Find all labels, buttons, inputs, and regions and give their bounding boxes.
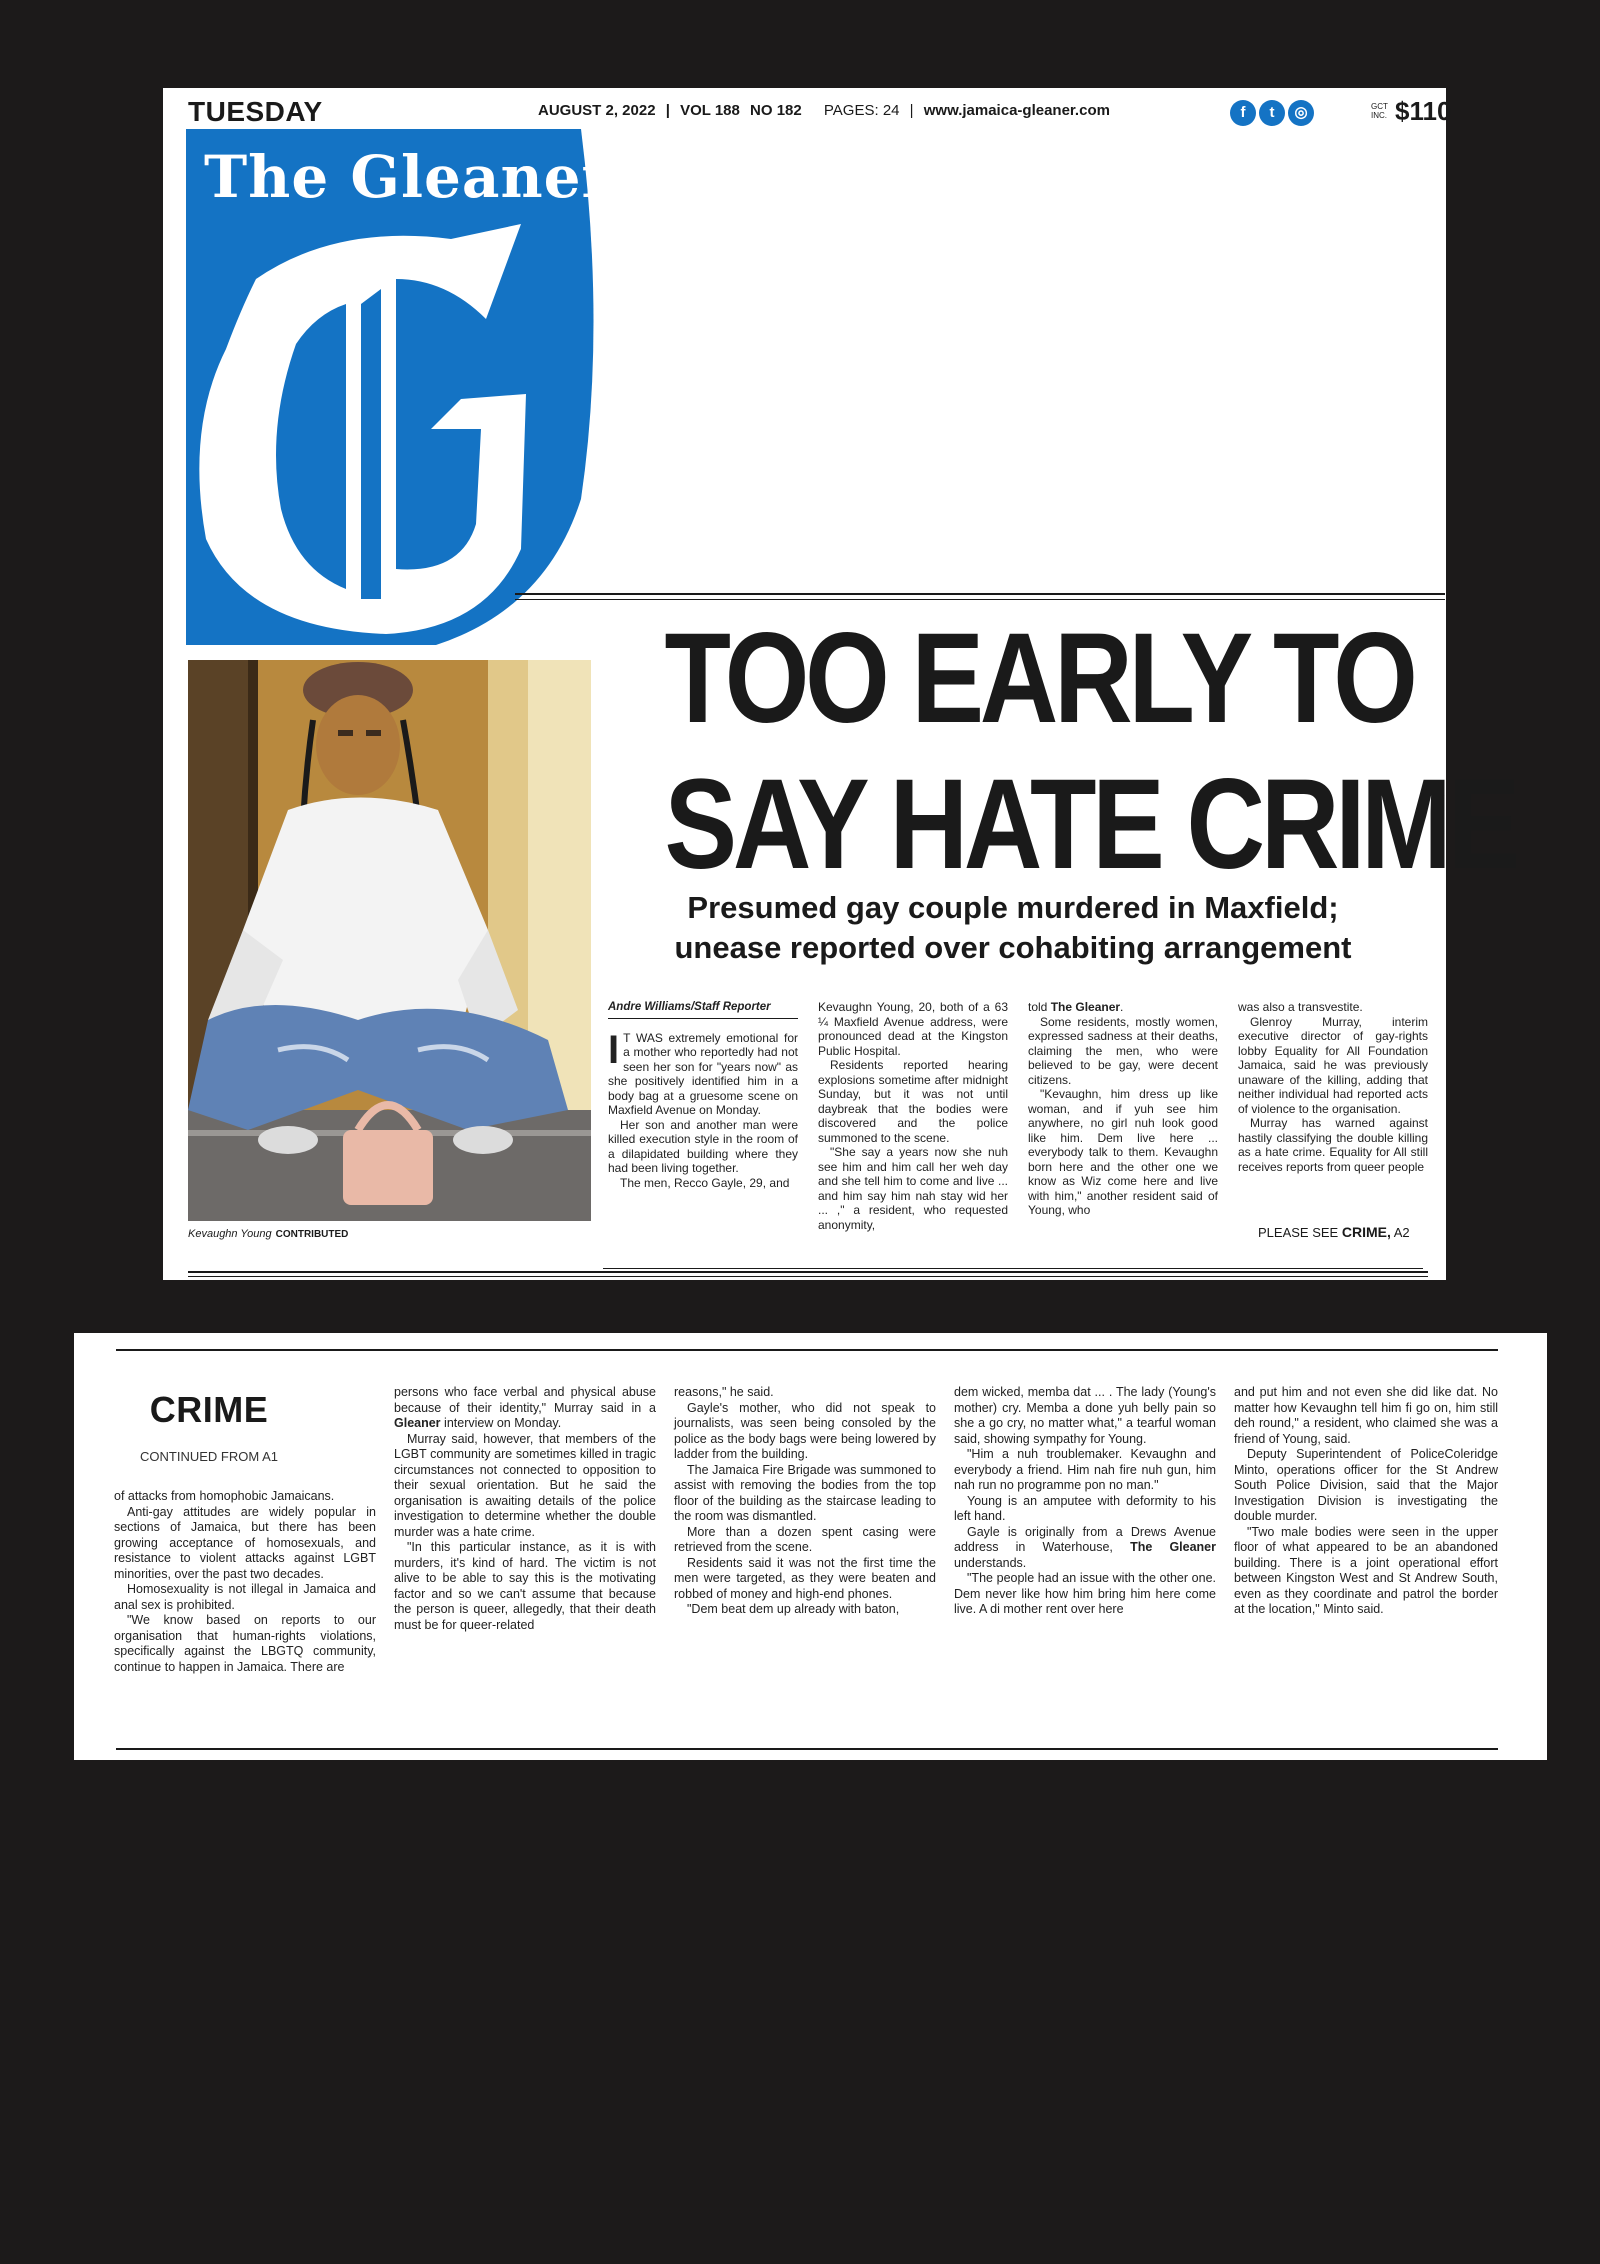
caption-name: Kevaughn Young [188,1228,272,1240]
twitter-icon[interactable]: t [1259,100,1285,126]
cover-price: $110 [1395,96,1452,126]
headline-line-1: TOO EARLY TO [664,607,1414,750]
article-column-4 [1238,1000,1428,1174]
paragraph: More than a dozen spent casing were retrieved from the scene. [674,1524,936,1554]
paragraph: Murray has warned against hastily classifying the double killing as a hate crime. Equality for All still receives reports from queer people [1238,1116,1428,1174]
issue-volume: VOL 188 [680,102,740,119]
paragraph: "We know based on reports to our organisation that human-rights violations, specifically against the LBGTQ community, continue to happen in Jamaica. There are [114,1613,376,1674]
website-link[interactable]: www.jamaica-gleaner.com [923,102,1110,119]
divider [603,1268,1423,1269]
subhead-line-2: unease reported over cohabiting arrangement [674,930,1352,965]
see-more-prefix: PLEASE SEE [1258,1225,1339,1240]
paragraph: The Jamaica Fire Brigade was summoned to assist with removing the bodies from the top floor of the building as the staircase leading to the room was dismantled. [674,1462,936,1523]
paragraph: "She say a years now she nuh see him and him call her weh day and she tell him to come and live ... and him say him nah stay wid her ... ," a resident, who requested anonymity, [818,1145,1008,1232]
article-column-3 [1028,1000,1218,1218]
paragraph: dem wicked, memba dat ... . The lady (Young's mother) cry. Memba a done yuh belly pain so she a go cry, no matter what," a tearful woman said, showing sympathy for Young. [954,1385,1216,1446]
paragraph: "In this particular instance, as it is with murders, it's kind of hard. The victim is not alive to be able to say this is the motivating factor and so we can't assume that because the person is queer, allegedly, that their death must be for queer-related [394,1540,656,1632]
page-count: PAGES: 24 [823,102,900,119]
photo-caption [188,1228,348,1240]
paragraph: Kevaughn Young, 20, both of a 63 ¼ Maxfield Avenue address, were pronounced dead at the Kingston Public Hospital. [818,1000,1008,1058]
masthead-title: The Gleaner [204,143,614,211]
jump-column-4 [954,1385,1216,1618]
see-more-keyword: CRIME, [1341,1224,1391,1240]
paragraph: Some residents, mostly women, expressed sadness at their deaths, claiming the men, who were believed to be gay, were decent citizens. [1028,1014,1218,1087]
paragraph: was also a transvestite. [1238,1000,1363,1014]
divider [116,1349,1498,1351]
paragraph: "The people had an issue with the other one. Dem never like how him bring him here come live. A di mother rent over here [954,1571,1216,1616]
paragraph: "Two male bodies were seen in the upper floor of what appeared to be an abandoned building. There is a joint operational effort between Kingston West and St Andrew South, even as they coordinate and patrol the border at the location," Minto said. [1234,1524,1498,1616]
photo-credit: CONTRIBUTED [275,1229,349,1240]
see-more-page: A2 [1393,1225,1410,1240]
separator: | [665,102,670,119]
jump-column-2 [394,1385,656,1633]
masthead-bar [188,96,1452,127]
divider [515,593,1445,595]
paragraph: The men, Recco Gayle, 29, and [620,1175,790,1190]
continued-page [74,1333,1547,1760]
paragraph: Anti-gay attitudes are widely popular in sections of Jamaica, but there has been growing acceptance of homosexuals, and resistance to violent attacks against LGBT minorities, over the past two decades. [114,1504,376,1581]
paragraph: "Dem beat dem up already with baton, [687,1602,900,1616]
paragraph: Residents said it was not the first time the men were targeted, as they were beaten and robbed of money and high-end phones. [674,1555,936,1601]
facebook-icon[interactable]: f [1230,100,1256,126]
continued-from: CONTINUED FROM A1 [140,1449,278,1464]
byline: Andre Williams/Staff Reporter [608,1000,798,1019]
paragraph: "Him a nuh troublemaker. Kevaughn and everybody a friend. Him nah fire nuh gun, him nah run no programme pon no man." [954,1447,1216,1492]
article-column-1 [608,1000,798,1190]
jump-column-3 [674,1385,936,1618]
issue-number: NO 182 [750,102,802,119]
paragraph: reasons," he said. [674,1385,774,1399]
paragraph: told The Gleaner. [1028,1000,1124,1014]
paragraph: and put him and not even she did like dat. No matter how Kevaughn tell him fi go on, him still deh round," a resident, who claimed she was a friend of Young, said. [1234,1385,1498,1446]
divider [515,599,1445,600]
paragraph: Gayle is originally from a Drews Avenue address in Waterhouse, The Gleaner understands. [954,1524,1216,1570]
issue-meta [538,102,1116,119]
front-page [163,88,1516,1280]
article-photo [188,660,591,1221]
gleaner-logo [186,129,625,645]
jump-column-5 [1234,1385,1498,1618]
instagram-icon[interactable]: ◎ [1288,100,1314,126]
social-icons [1230,100,1317,126]
jump-heading: CRIME [149,1389,269,1430]
paragraph: Residents reported hearing explosions sometime after midnight Sunday, but it was not until daybreak that the bodies were discovered and the police summoned to the scene. [818,1058,1008,1145]
paragraph: Murray said, however, that members of the LGBT community are sometimes killed in tragic circumstances not connected to opposition to their sexual orientation. But he said the organisation is awaiting details of the police investigation to determine whether the double murder was a hate crime. [394,1431,656,1539]
subhead-line-1: Presumed gay couple murdered in Maxfield; [687,890,1339,925]
paragraph: Her son and another man were killed execution style in the room of a dilapidated building where they had been living together. [608,1117,798,1175]
divider [188,1276,1428,1277]
lead-paragraph: I T WAS extremely emotional for a mother who reportedly had not seen her son for "years now" as she positively identified him in a body bag at a gruesome scene on Maxfield Avenue on Monday. [608,1027,798,1117]
drop-cap: I [608,1027,620,1072]
paragraph: of attacks from homophobic Jamaicans. [114,1489,335,1503]
paragraph: Gayle's mother, who did not speak to journalists, was seen being consoled by the police as the body bags were being lowered by ladder from the building. [674,1400,936,1461]
divider [188,1271,1428,1273]
headline [664,606,1516,898]
separator: | [909,102,914,119]
gct-note: GCT INC. [1371,102,1388,120]
paragraph: Glenroy Murray, interim executive director of gay-rights lobby Equality for All Foundation Jamaica, said he was previously unaware of the killing, adding that neither individual had reported acts of violence to the organisation. [1238,1014,1428,1116]
issue-date: AUGUST 2, 2022 [538,102,656,119]
paragraph: Young is an amputee with deformity to his left hand. [954,1493,1216,1523]
paragraph: persons who face verbal and physical abuse because of their identity," Murray said in a Gleaner interview on Monday. [394,1385,656,1430]
article-column-2 [818,1000,1008,1232]
paragraph: Deputy Superintendent of PoliceColeridge Minto, operations officer for the St Andrew South Police Division, said that the Major Investigation Division is investigating the double murder. [1234,1447,1498,1523]
see-more-reference[interactable] [1258,1224,1410,1240]
paragraph: Homosexuality is not illegal in Jamaica and anal sex is prohibited. [114,1582,376,1612]
paragraph: "Kevaughn, him dress up like woman, and if yuh see him anywhere, no girl nuh look good like him. Dem live here ... everybody talk to them. Kevaughn born here and the other one we know as Wiz come here and live with him," another resident said of Young, who [1028,1087,1218,1217]
jump-column-1 [114,1489,376,1675]
headline-line-2: SAY HATE CRIME [664,753,1516,896]
issue-day: TUESDAY [188,96,323,127]
divider [116,1748,1498,1750]
subheadline [603,888,1423,968]
